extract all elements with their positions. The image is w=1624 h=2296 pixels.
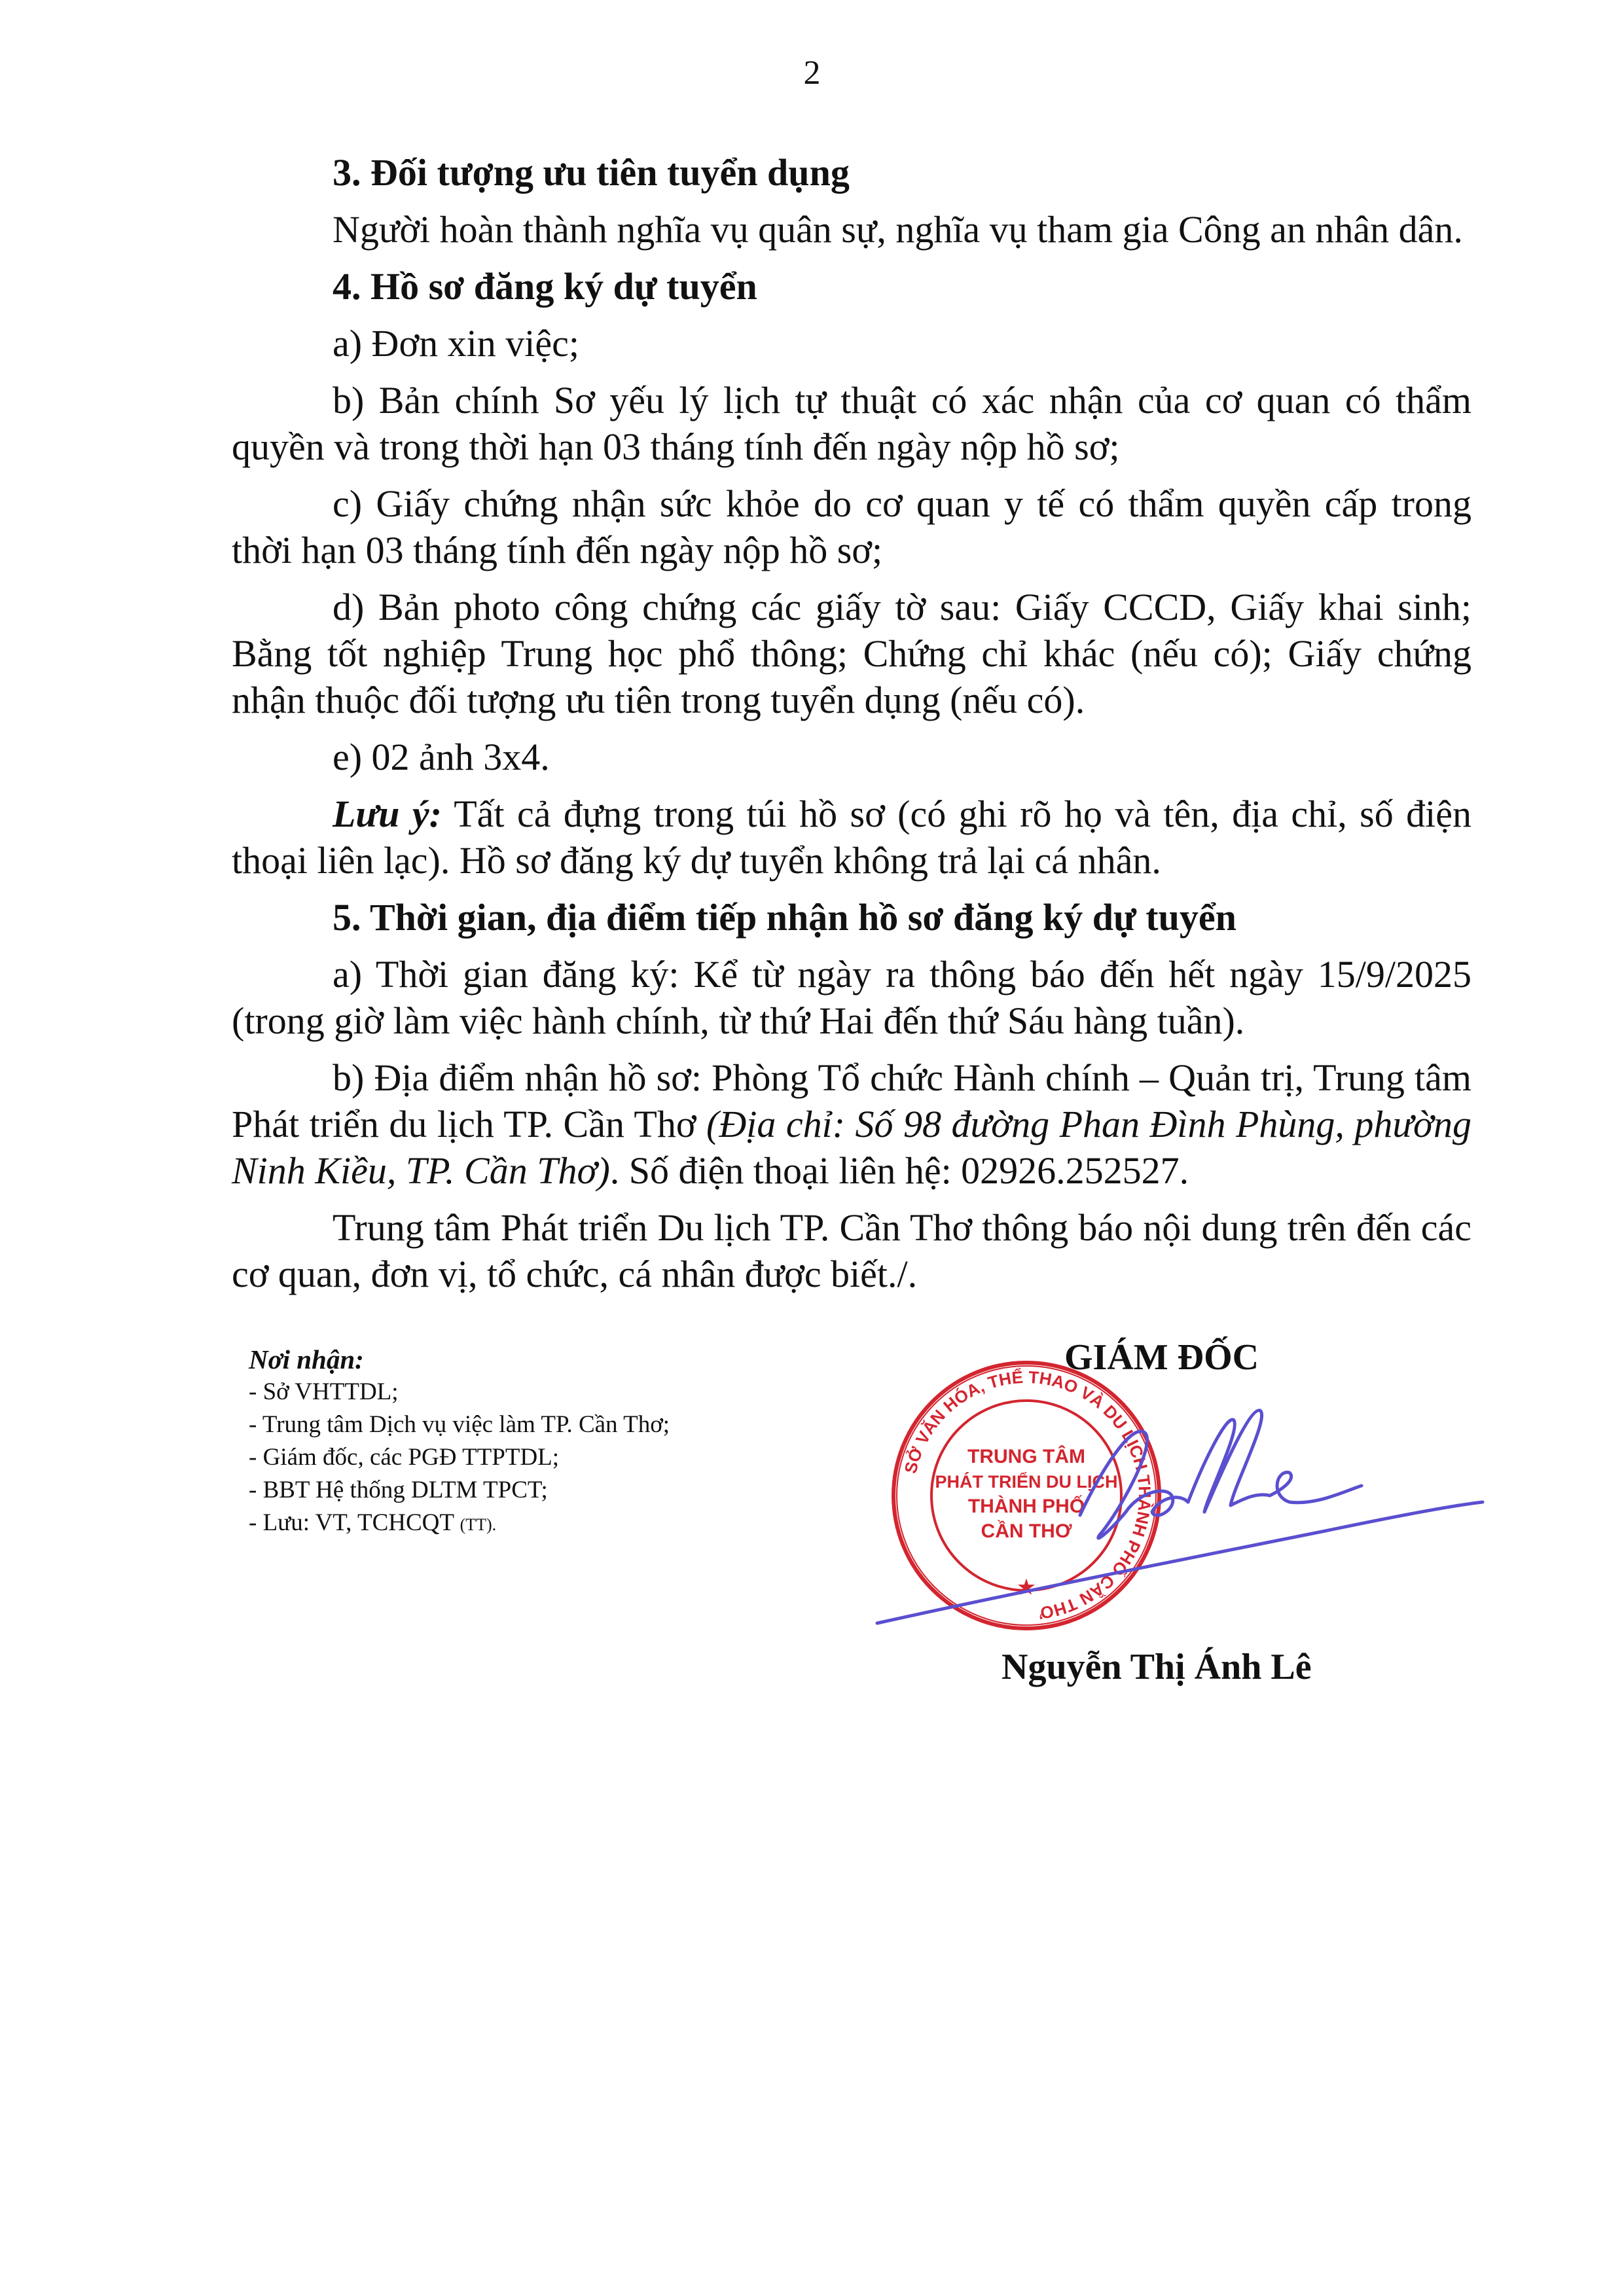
handwritten-signature xyxy=(864,1381,1492,1643)
recipients-block xyxy=(249,1343,670,1541)
seal-star-icon: ★ xyxy=(1017,1577,1036,1598)
seal-line-3: THÀNH PHỐ xyxy=(967,1496,1085,1517)
item-b-text: b) Địa điểm nhận hồ sơ: Phòng Tổ chức Hành chính – Quản trị, Trung tâm Phát triển du lịch TP. Cần Thơ xyxy=(232,1056,1471,1145)
section-5-heading: 5. Thời gian, địa điểm tiếp nhận hồ sơ đăng ký dự tuyển xyxy=(333,896,1236,939)
recipient-item: - BBT Hệ thống DLTM TPCT; xyxy=(249,1477,548,1503)
section-5-item-b xyxy=(232,1054,1471,1194)
section-4-heading: 4. Hồ sơ đăng ký dự tuyển xyxy=(333,265,757,308)
recipient-item: - Sở VHTTDL; xyxy=(249,1378,399,1405)
page-number: 2 xyxy=(803,54,821,92)
seal-outer-text: SỞ VĂN HÓA, THỂ THAO VÀ DU LỊCH THÀNH PHỐ CẦN THƠ xyxy=(900,1367,1155,1624)
recipient-item-archive: - Lưu: VT, TCHCQT (TT). xyxy=(249,1509,497,1536)
note-label: Lưu ý: xyxy=(333,793,442,835)
seal-line-4: CẦN THƠ xyxy=(981,1520,1072,1542)
section-3-heading: 3. Đối tượng ưu tiên tuyển dụng xyxy=(333,151,850,194)
seal-line-1: TRUNG TÂM xyxy=(967,1446,1085,1467)
section-3-text: Người hoàn thành nghĩa vụ quân sự, nghĩa vụ tham gia Công an nhân dân. xyxy=(333,208,1463,251)
section-4-item-e: e) 02 ảnh 3x4. xyxy=(333,736,550,778)
document-body xyxy=(232,149,1471,1308)
signer-name: Nguyễn Thị Ánh Lê xyxy=(1001,1647,1312,1687)
closing-paragraph: Trung tâm Phát triển Du lịch TP. Cần Thơ thông báo nội dung trên đến các cơ quan, đơn vị, tổ chức, cá nhân được biết./. xyxy=(232,1206,1471,1295)
section-4-item-b: b) Bản chính Sơ yếu lý lịch tự thuật có xác nhận của cơ quan có thẩm quyền và trong thời hạn 03 tháng tính đến ngày nộp hồ sơ; xyxy=(232,379,1471,468)
section-4-item-a: a) Đơn xin việc; xyxy=(333,322,579,365)
signature-title: GIÁM ĐỐC xyxy=(1064,1337,1259,1378)
section-4-item-c: c) Giấy chứng nhận sức khỏe do cơ quan y tế có thẩm quyền cấp trong thời hạn 03 tháng tính đến ngày nộp hồ sơ; xyxy=(232,482,1471,571)
recipients-title: Nơi nhận: xyxy=(249,1344,364,1374)
section-5-item-a: a) Thời gian đăng ký: Kể từ ngày ra thông báo đến hết ngày 15/9/2025 (trong giờ làm việc hành chính, từ thứ Hai đến thứ Sáu hàng tuần). xyxy=(232,953,1471,1042)
recipient-item: - Giám đốc, các PGĐ TTPTDL; xyxy=(249,1444,560,1471)
section-4-note xyxy=(232,791,1471,884)
item-b-phone: . Số điện thoại liên hệ: 02926.252527. xyxy=(609,1149,1189,1192)
note-text: Tất cả đựng trong túi hồ sơ (có ghi rõ họ và tên, địa chỉ, số điện thoại liên lạc). Hồ sơ đăng ký dự tuyển không trả lại cá nhân. xyxy=(232,793,1471,882)
recipient-item: - Trung tâm Dịch vụ việc làm TP. Cần Thơ; xyxy=(249,1411,670,1438)
seal-line-2: PHÁT TRIỂN DU LỊCH xyxy=(935,1472,1118,1492)
section-4-item-d: d) Bản photo công chứng các giấy tờ sau: Giấy CCCD, Giấy khai sinh; Bằng tốt nghiệp Trung học phổ thông; Chứng chỉ khác (nếu có); Giấy chứng nhận thuộc đối tượng ưu tiên trong tuyển dụng (nếu có). xyxy=(232,586,1471,721)
item-b-address: (Địa chỉ: Số 98 đường Phan Đình Phùng, phường Ninh Kiều, TP. Cần Thơ) xyxy=(232,1103,1472,1192)
